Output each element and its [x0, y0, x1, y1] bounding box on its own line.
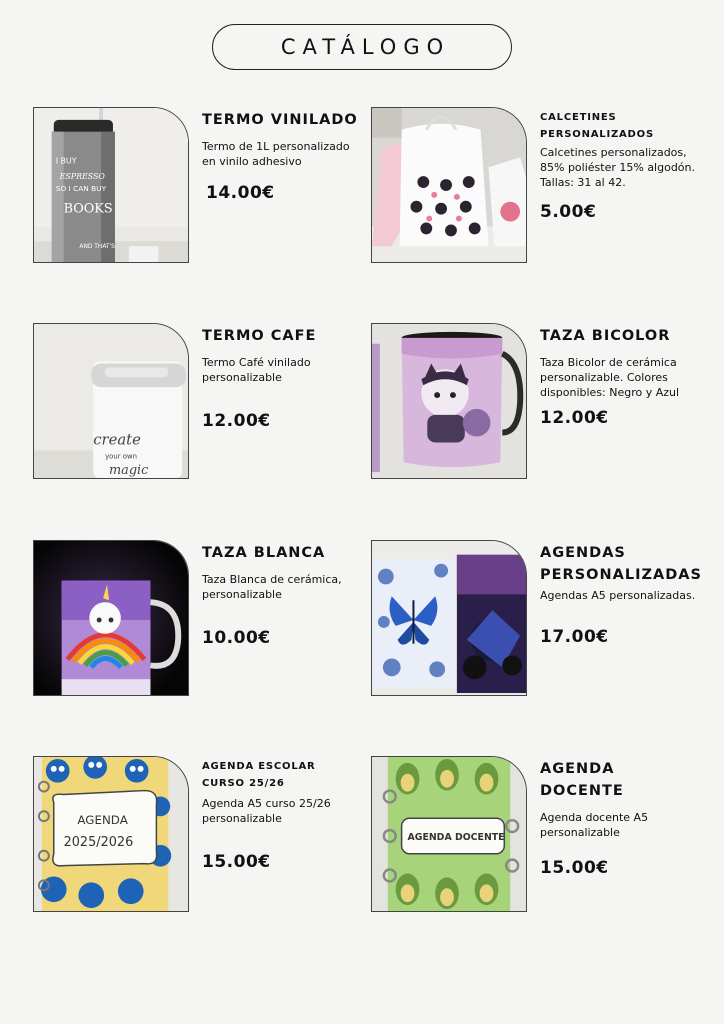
product-price: 5.00€	[540, 202, 597, 222]
tumbler-text-4: BOOKS	[63, 201, 113, 217]
socks-photo	[371, 107, 527, 263]
product-price: 15.00€	[540, 858, 609, 878]
product-name: TERMO VINILADO	[202, 112, 358, 128]
tumbler-photo	[33, 107, 189, 263]
coffee-text-2: your own	[105, 452, 138, 461]
product-name: TAZA BLANCA	[202, 545, 326, 561]
tumbler-text-1: I BUY	[55, 156, 77, 166]
product-price: 15.00€	[202, 852, 271, 872]
product-description: Termo Café vinilado personalizable	[202, 356, 311, 384]
teacher-agenda-photo	[371, 756, 527, 912]
catalog-title: CATÁLOGO	[212, 24, 512, 70]
product-price: 12.00€	[202, 411, 271, 431]
product-description: Agenda docente A5 personalizable	[540, 811, 649, 839]
tumbler-text-3: SO I CAN BUY	[55, 183, 107, 193]
school-agenda-text-2: 2025/2026	[63, 834, 134, 850]
product-price: 10.00€	[202, 628, 271, 648]
product-name: TERMO CAFE	[202, 328, 317, 344]
product-card-agenda-docente	[371, 756, 701, 916]
product-card-termo-cafe	[33, 323, 363, 483]
teacher-agenda-text: AGENDA DOCENTE	[407, 831, 505, 843]
product-card-termo-vinilado	[33, 107, 363, 267]
product-card-agenda-escolar	[33, 756, 363, 916]
product-card-taza-bicolor	[371, 323, 701, 483]
product-description: Termo de 1L personalizado en vinilo adhesivo	[202, 140, 350, 168]
agendas-photo	[371, 540, 527, 696]
coffee-text-3: magic	[109, 463, 149, 478]
product-card-calcetines	[371, 107, 701, 267]
product-description: Agendas A5 personalizadas.	[540, 589, 696, 602]
white-mug-photo	[33, 540, 189, 696]
school-agenda-text-1: AGENDA	[77, 813, 128, 828]
product-price: 17.00€	[540, 627, 609, 647]
product-description: Calcetines personalizados, 85% poliéster 15% algodón. Tallas: 31 al 42.	[540, 146, 696, 189]
product-description: Taza Bicolor de cerámica personalizable. Colores disponibles: Negro y Azul	[540, 356, 680, 399]
tumbler-text-2: ESPRESSO	[59, 172, 105, 182]
product-name: AGENDA DOCENTE	[540, 761, 624, 799]
product-name: TAZA BICOLOR	[540, 328, 671, 344]
bicolor-mug-photo	[371, 323, 527, 479]
coffee-tumbler-photo	[33, 323, 189, 479]
product-name: CALCETINES PERSONALIZADOS	[540, 112, 654, 140]
product-card-taza-blanca	[33, 540, 363, 700]
product-name: AGENDA ESCOLAR CURSO 25/26	[202, 761, 316, 789]
product-card-agendas	[371, 540, 701, 700]
school-agenda-photo	[33, 756, 189, 912]
product-name: AGENDAS PERSONALIZADAS	[540, 545, 702, 583]
product-description: Taza Blanca de cerámica, personalizable	[202, 573, 342, 601]
product-price: 12.00€	[540, 408, 609, 428]
product-description: Agenda A5 curso 25/26 personalizable	[202, 797, 331, 825]
product-price: 14.00€	[206, 183, 275, 203]
coffee-text-1: create	[93, 431, 141, 449]
tumbler-text-5: AND THAT'S	[79, 244, 115, 251]
